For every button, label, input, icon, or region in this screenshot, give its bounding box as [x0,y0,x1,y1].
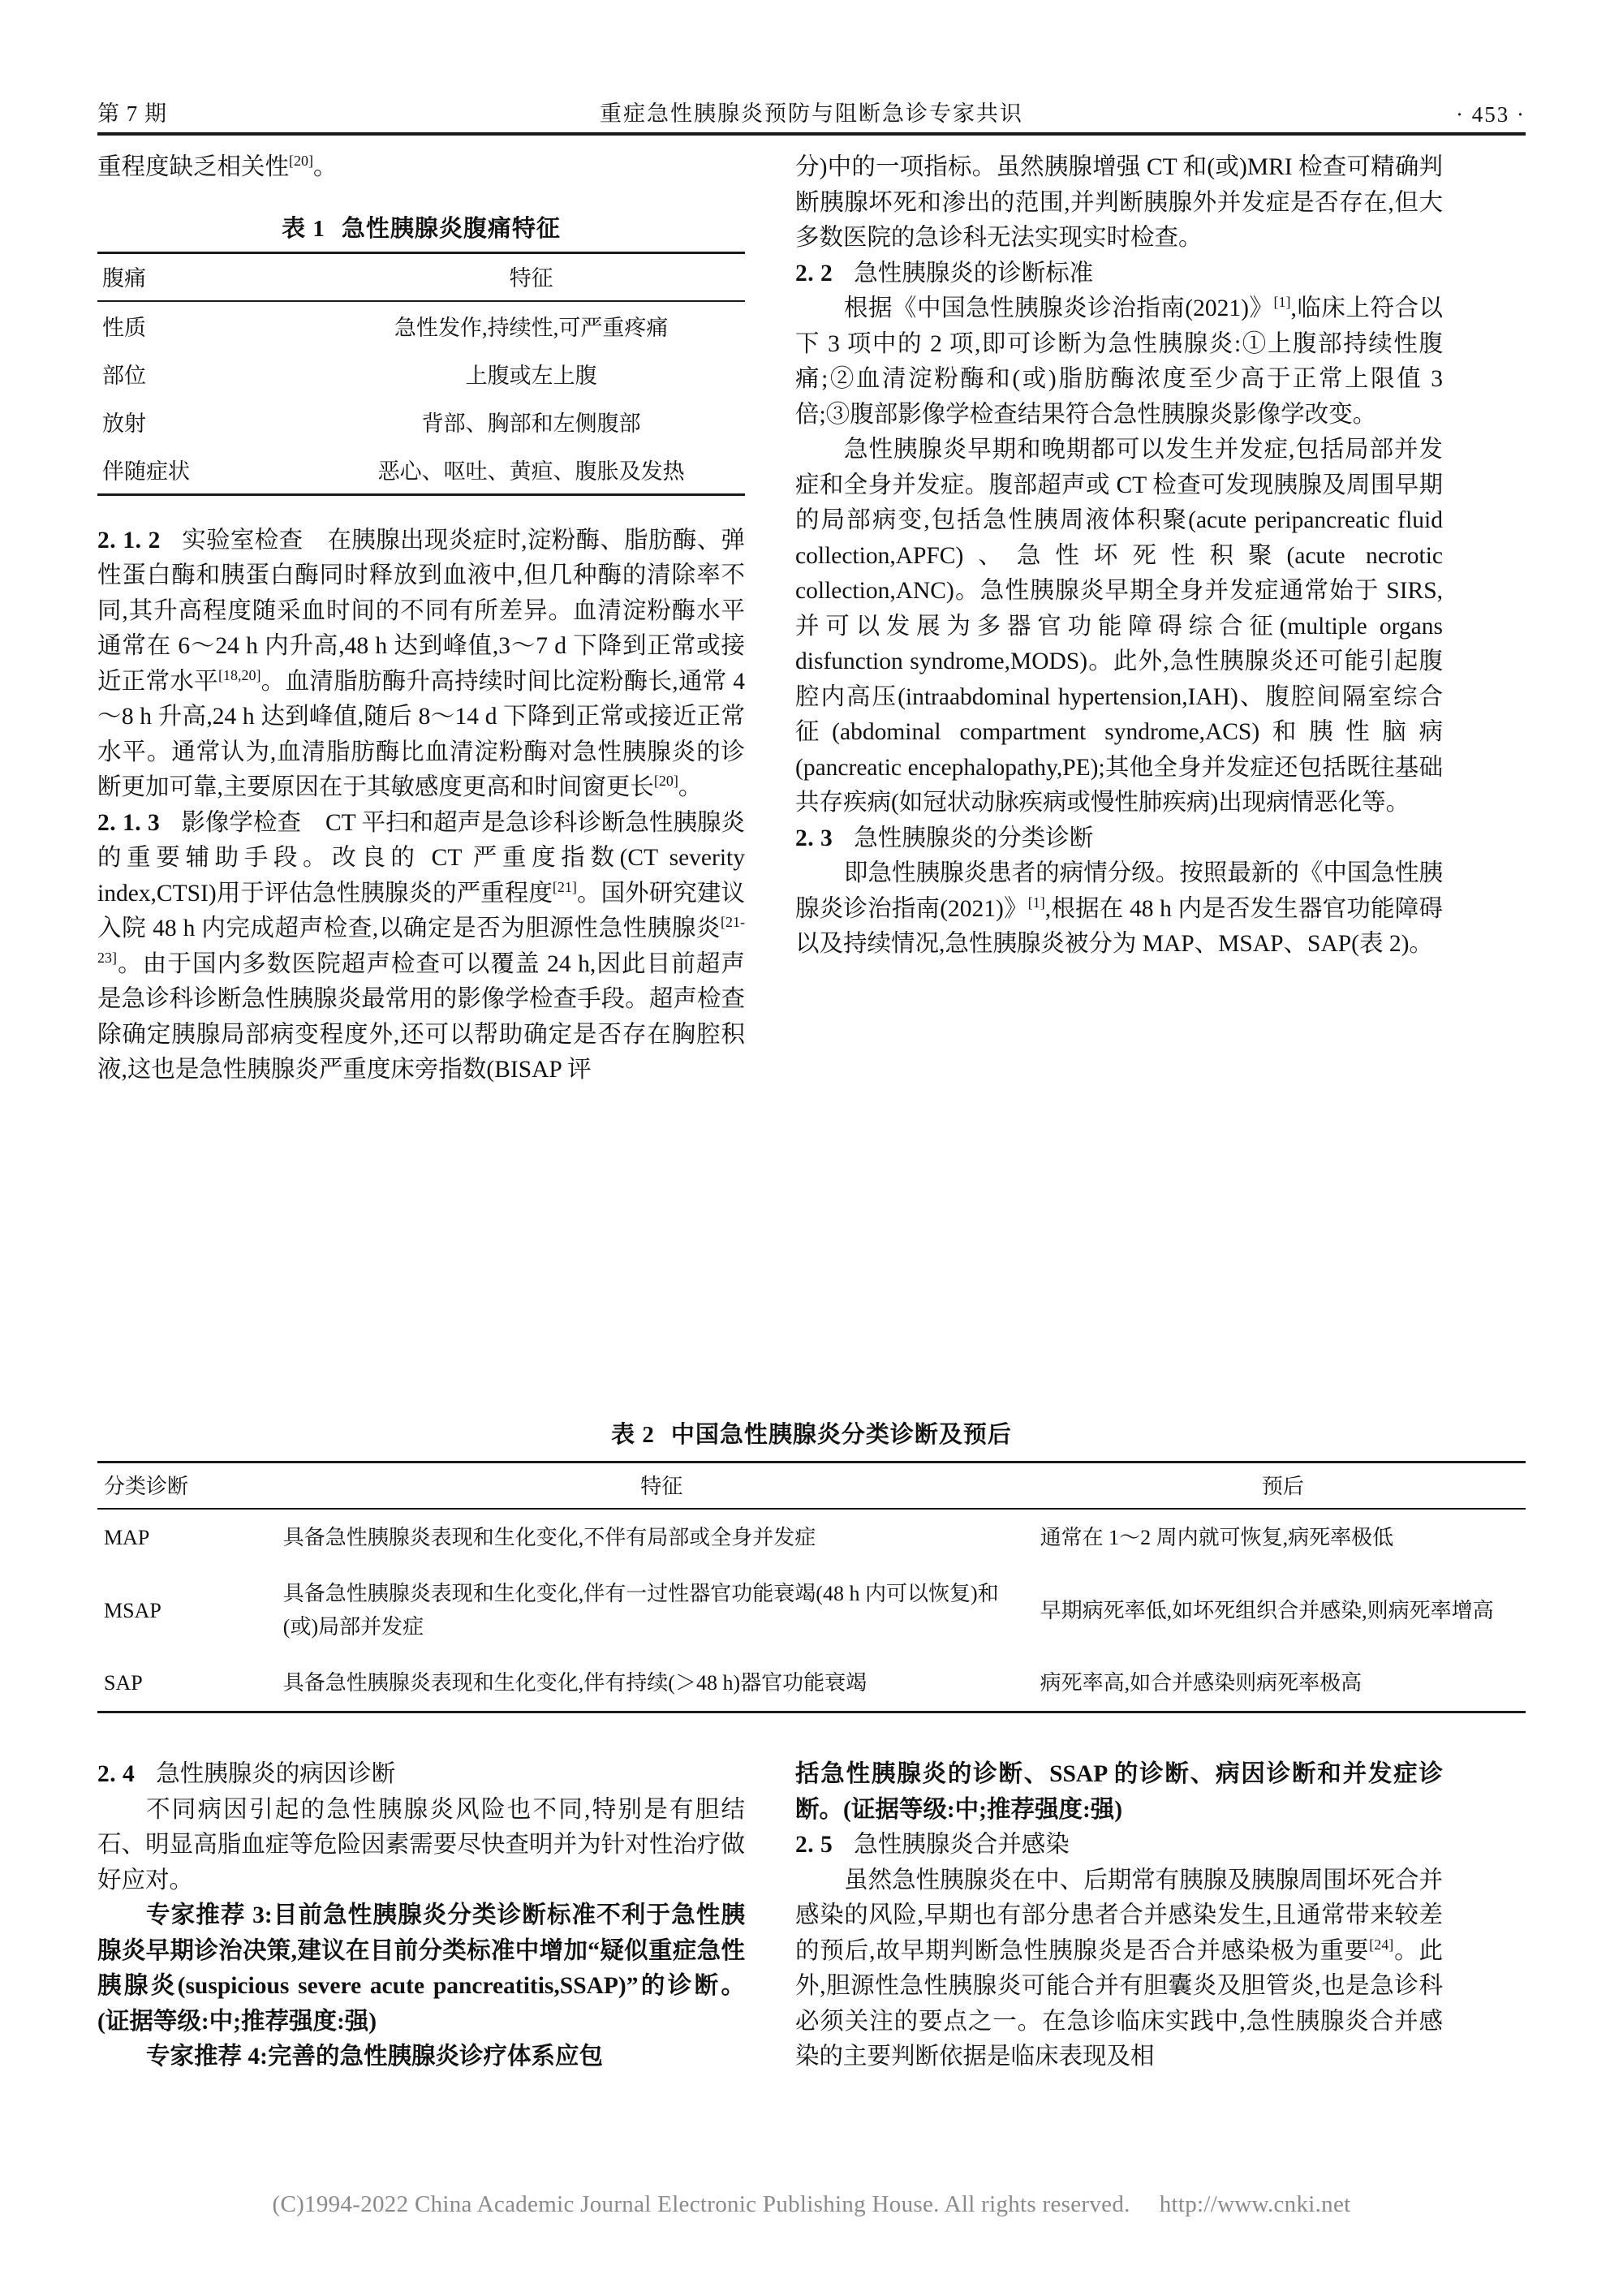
table1-cell-value: 恶心、呕吐、黄疸、腹胀及发热 [317,446,745,495]
section-title: 急性胰腺炎的诊断标准 [854,260,1094,286]
section-2-3-heading [795,821,1443,857]
running-header [97,85,1526,127]
reference-marker: [21-23] [97,914,745,966]
section-2-2-paragraph-1 [795,291,1443,433]
table2-cell-type: SAP [97,1655,283,1712]
expert-recommendation-4-start: 专家推荐 4:完善的急性胰腺炎诊疗体系应包 [146,2044,603,2070]
table2-cell-features: 具备急性胰腺炎表现和生化变化,伴有持续(＞48 h)器官功能衰竭 [283,1655,1040,1712]
continued-text: 重程度缺乏相关性 [97,154,290,180]
table2-header-row [97,1462,1526,1510]
paragraph-text-cont: 。此外,胆源性急性胰腺炎可能合并有胆囊炎及胆管炎,也是急诊科必须关注的要点之一。在急诊临床实践中,急性胰腺炎合并感染的主要判断依据是临床表现及相 [795,1937,1443,2070]
paragraph-text-cont: ,根据在 48 h 内是否发生器官功能障碍以及持续情况,急性胰腺炎被分为 MAP、MSAP、SAP(表 2)。 [795,895,1443,957]
table1-caption [97,210,745,243]
section-2-4-heading [97,1757,745,1793]
table2-block [97,1416,1526,1713]
page-footer [0,2191,1623,2218]
table1-cell-value: 急性发作,持续性,可严重疼痛 [394,315,669,340]
table1-header-cell: 腹痛 [97,252,317,301]
table2-caption-label: 表 2 [611,1422,655,1448]
section-2-1-2 [97,523,745,806]
table2-header-cell: 分类诊断 [97,1462,283,1510]
section-body-cont: 。血清脂肪酶升高持续时间比淀粉酶长,通常 4～8 h 升高,24 h 达到峰值,随后 8～14 d 下降到正常或接近正常水平。通常认为,血清脂肪酶比血清淀粉酶对急性胰腺炎的诊断更加可靠,主要原因在于其敏感度更高和时间窗更长 [97,668,745,800]
section-body-end: 。由于国内多数医院超声检查可以覆盖 24 h,因此目前超声是急诊科诊断急性胰腺炎最常用的影像学检查手段。超声检查除确定胰腺局部病变程度外,还可以帮助确定是否存在胸腔积液,这也是急性胰腺炎严重度床旁指数(BISAP 评 [97,950,745,1083]
table-abdominal-pain-features [97,252,745,496]
paragraph-text: 根据《中国急性胰腺炎诊治指南(2021)》 [844,295,1274,321]
section-number: 2. 4 [97,1761,136,1787]
lower-left-column [97,1757,745,2075]
table1-header-row [97,252,745,301]
paragraph-text: 即急性胰腺炎患者的病情分级。按照最新的《中国急性胰腺炎诊治指南(2021)》 [795,860,1443,922]
reference-marker: [1] [1027,894,1045,911]
table-row [97,398,745,446]
lower-columns [97,1757,1526,2075]
section-number: 2. 1. 3 [97,809,161,836]
section-2-5-heading [795,1828,1443,1863]
reference-marker: [20] [653,773,678,790]
section-2-2-paragraph-2: 急性胰腺炎早期和晚期都可以发生并发症,包括局部并发症和全身并发症。腹部超声或 CT 检查可发现胰腺及周围早期的局部病变,包括急性胰周液体积聚(acute peripancreatic fluid collection,APFC)、急性坏死性积聚(acute necrotic collection,ANC)。急性胰腺炎早期全身并发症通常始于 SIRS,并可以发展为多器官功能障碍综合征(multiple organs disfunction syndrome,MODS)。此外,急性胰腺炎还可能引起腹腔内高压(intraabdominal hypertension,IAH)、腹腔间隔室综合征(abdominal compartment syndrome,ACS)和胰性脑病(pancreatic encephalopathy,PE);其他全身并发症还包括既往基础共存疾病(如冠状动脉疾病或慢性肺疾病)出现病情恶化等。 [795,437,1443,816]
section-title: 影像学检查 [181,809,301,836]
table2-cell-features: 具备急性胰腺炎表现和生化变化,伴有一过性器官功能衰竭(48 h 内可以恢复)和(或)局部并发症 [282,1582,999,1639]
section-body: 在胰腺出现炎症时,淀粉酶、脂肪酶、弹性蛋白酶和胰蛋白酶同时释放到血液中,但几种酶的清除率不同,其升高程度随采血时间的不同有所差异。血清淀粉酶水平通常在 6～24 h 内升高,48 h 达到峰值,3～7 d 下降到正常或接近正常水平 [97,527,745,695]
table-row [97,301,745,350]
section-title: 急性胰腺炎的分类诊断 [854,825,1094,851]
reference-marker: [1] [1273,294,1291,311]
section-number: 2. 5 [795,1832,833,1858]
continued-paragraph [97,150,745,186]
upper-columns [97,150,1526,1088]
table2-caption-title: 中国急性胰腺炎分类诊断及预后 [670,1422,1012,1448]
table1-header-cell: 特征 [317,252,745,301]
expert-recommendation-4-continued: 括急性胰腺炎的诊断、SSAP 的诊断、病因诊断和并发症诊断。(证据等级:中;推荐强度:强) [795,1761,1443,1823]
right-continued-paragraph: 分)中的一项指标。虽然胰腺增强 CT 和(或)MRI 检查可精确判断胰腺坏死和渗出的范围,并判断胰腺外并发症是否存在,但大多数医院的急诊科无法实现实时检查。 [795,154,1443,251]
header-divider [97,132,1526,136]
section-title: 急性胰腺炎合并感染 [854,1832,1070,1858]
table2-header-cell: 预后 [1040,1462,1526,1510]
lower-right-column [795,1757,1443,2075]
section-body: CT 平扫和超声是急诊科诊断急性胰腺炎的重要辅助手段。改良的 CT 严重度指数(CT severity index,CTSI)用于评估急性胰腺炎的严重程度 [97,809,745,907]
table1-cell-label: 伴随症状 [97,446,317,495]
table2-header-cell: 特征 [283,1462,1040,1510]
table-row [97,1566,1526,1655]
continued-tail: 。 [313,154,338,180]
table-ap-classification-prognosis [97,1461,1526,1713]
header-page-number: · 453 · [1456,102,1526,127]
paragraph-text-cont: ,临床上符合以下 3 项中的 2 项,即可诊断为急性胰腺炎:①上腹部持续性腹痛;②血清淀粉酶和(或)脂肪酶浓度至少高于正常上限值 3 倍;③腹部影像学检查结果符合急性胰腺炎影像学改变。 [795,295,1443,428]
footer-url[interactable]: http://www.cnki.net [1159,2191,1351,2217]
section-2-5-paragraph-1 [795,1863,1443,2075]
table2-cell-features: 具备急性胰腺炎表现和生化变化,不伴有局部或全身并发症 [282,1526,816,1549]
section-body-cont: 。国外研究建议入院 48 h 内完成超声检查,以确定是否为胆源性急性胰腺炎 [97,880,745,941]
section-body-end: 。 [678,774,703,800]
table1-cell-value: 背部、胸部和左侧腹部 [421,411,641,436]
reference-marker: [18,20] [217,666,261,683]
section-2-3-paragraph-1 [795,856,1443,963]
table-row [97,446,745,495]
left-column [97,150,745,1088]
table1-cell-label: 放射 [102,411,146,436]
section-number: 2. 1. 2 [97,527,161,554]
table-row [97,1509,1526,1566]
reference-marker: [21] [552,878,577,895]
table1-caption-label: 表 1 [282,215,325,242]
table2-cell-type: MSAP [104,1598,161,1622]
section-2-2-heading [795,256,1443,292]
table1-cell-value: 上腹或左上腹 [465,363,597,388]
table-row [97,1655,1526,1712]
section-number: 2. 3 [795,825,833,851]
reference-marker: [20] [289,153,314,170]
section-number: 2. 2 [795,260,833,286]
header-issue: 第 7 期 [97,101,167,126]
section-2-1-3 [97,806,745,1088]
reference-marker: [24] [1369,1936,1394,1953]
expert-recommendation-3: 专家推荐 3:目前急性胰腺炎分类诊断标准不利于急性胰腺炎早期诊治决策,建议在目前分类标准中增加“疑似重症急性胰腺炎(suspicious severe acute pancreatitis,SSAP)”的诊断。(证据等级:中;推荐强度:强) [97,1902,745,2035]
table1-caption-title: 急性胰腺炎腹痛特征 [341,215,561,242]
section-2-4-paragraph-1: 不同病因引起的急性胰腺炎风险也不同,特别是有胆结石、明显高脂血症等危险因素需要尽快查明并为针对性治疗做好应对。 [97,1796,745,1893]
header-title: 重症急性胰腺炎预防与阻断急诊专家共识 [600,101,1023,126]
paragraph-text: 虽然急性胰腺炎在中、后期常有胰腺及胰腺周围坏死合并感染的风险,早期也有部分患者合并感染发生,且通常带来较差的预后,故早期判断急性胰腺炎是否合并感染极为重要 [795,1867,1443,1964]
section-title: 急性胰腺炎的病因诊断 [156,1761,396,1787]
table2-cell-prognosis: 病死率高,如合并感染则病死率极高 [1040,1655,1526,1712]
table2-cell-prognosis: 通常在 1～2 周内就可恢复,病死率极低 [1040,1526,1394,1549]
table2-cell-prognosis: 早期病死率低,如坏死组织合并感染,则病死率增高 [1040,1598,1494,1622]
table-row [97,350,745,398]
footer-copyright: (C)1994-2022 China Academic Journal Electronic Publishing House. All rights reserved. [272,2191,1130,2217]
section-title: 实验室检查 [181,527,304,554]
table2-cell-type: MAP [104,1526,150,1549]
table1-cell-label: 性质 [102,315,146,340]
table2-caption [97,1416,1526,1450]
right-column [795,150,1443,1088]
table1-cell-label: 部位 [102,363,146,388]
